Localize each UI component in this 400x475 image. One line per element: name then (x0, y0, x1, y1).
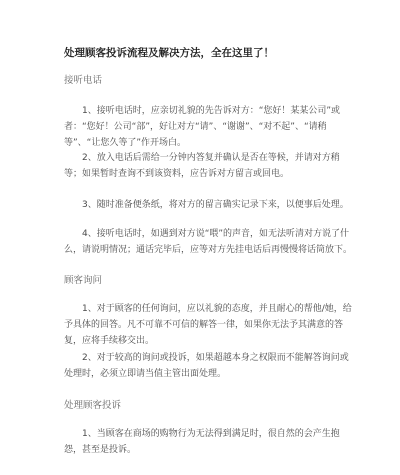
paragraph: 1、接听电话时，应亲切礼貌的先告诉对方：“您好！某某公司”或者：“您好！公司“部”，好让对方“请”、“谢谢”、“对不起”、“请稍等”、“让您久等了”作开场白。 (64, 106, 341, 148)
paragraph: 4、接听电话时，如遇到对方说“喂”的声音，如无法听清对方说了什么，请说明情况；通话完毕后，应等对方先挂电话后再慢慢将话筒放下。 (64, 229, 353, 255)
paragraph: 1、对于顾客的任何询问，应以礼貌的态度，并且耐心的帮他/她，给予具体的回答。凡不可靠不可信的解答一律，如果你无法予其满意的答复，应将手续移交出。 (64, 304, 352, 346)
paragraph: 2、放入电话后需给一分钟内答复并确认是否在等候，并请对方稍等；如果暂时查询不到该资料，应告诉对方留言或回电。 (64, 153, 340, 179)
section-heading-complaint: 处理顾客投诉 (64, 400, 122, 411)
paragraph: 3、随时准备便条纸，将对方的留言确实记录下来，以便事后处理。 (82, 200, 349, 210)
document-title: 处理顾客投诉流程及解决方法，全在这里了！ (64, 47, 274, 59)
paragraph: 2、对于较高的询问或投诉，如果超越本身之权限而不能解答询问或处理时，必须立即请当值主管出面处理。 (64, 353, 349, 379)
section-heading-phone: 接听电话 (64, 75, 103, 86)
section-heading-inquiry: 顾客询问 (64, 275, 103, 286)
paragraph: 1、当顾客在商场的购物行为无法得到满足时，很自然的会产生抱怨，甚至是投诉。 (64, 429, 340, 455)
